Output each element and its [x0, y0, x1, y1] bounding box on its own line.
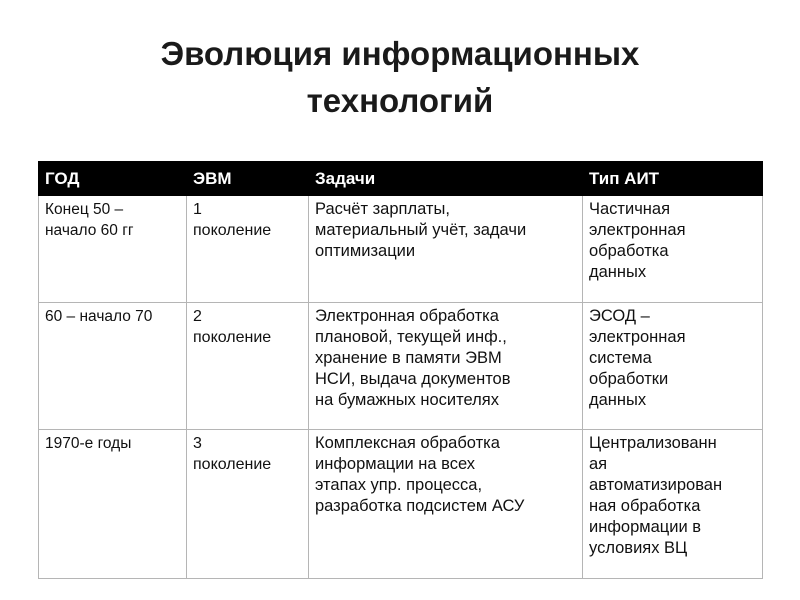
- cell-year: [39, 430, 187, 579]
- cell-tasks: [309, 196, 583, 303]
- cell-year-text: Конец 50 – начало 60 гг: [45, 201, 134, 239]
- page-title-line-1: Эволюция информационных: [160, 35, 640, 72]
- cell-ait-type-text: ЭСОД – электронная система обработки данных: [589, 307, 686, 409]
- cell-ait-type: [583, 430, 763, 579]
- table-row: [39, 303, 763, 430]
- header-tasks: Задачи: [309, 162, 583, 196]
- cell-ait-type-text: Централизованн ая автоматизирован ная обработка информации в условиях ВЦ: [589, 434, 723, 557]
- cell-tasks-text: Расчёт зарплаты, материальный учёт, задачи оптимизации: [315, 200, 527, 260]
- cell-computer: [187, 430, 309, 579]
- page-title: [0, 30, 800, 124]
- cell-ait-type: [583, 196, 763, 303]
- page-title-line-2: технологий: [306, 82, 494, 119]
- cell-computer-text: 2 поколение: [193, 308, 272, 346]
- table-header-row: [39, 162, 763, 196]
- cell-computer-text: 3 поколение: [193, 435, 272, 473]
- cell-ait-type: [583, 303, 763, 430]
- cell-year-text: 60 – начало 70: [45, 308, 153, 325]
- table-body: [39, 196, 763, 579]
- header-year: ГОД: [39, 162, 187, 196]
- table-row: [39, 196, 763, 303]
- cell-tasks-text: Электронная обработка плановой, текущей инф., хранение в памяти ЭВМ НСИ, выдача документов на бумажных носителях: [315, 307, 511, 409]
- cell-computer-text: 1 поколение: [193, 201, 272, 239]
- cell-computer: [187, 303, 309, 430]
- cell-year-text: 1970-е годы: [45, 435, 132, 452]
- table-header: [39, 162, 763, 196]
- header-computer: ЭВМ: [187, 162, 309, 196]
- table-row: [39, 430, 763, 579]
- cell-computer: [187, 196, 309, 303]
- cell-ait-type-text: Частичная электронная обработка данных: [589, 200, 686, 281]
- cell-tasks-text: Комплексная обработка информации на всех этапах упр. процесса, разработка подсистем АСУ: [315, 434, 525, 515]
- header-ait-type: Тип АИТ: [583, 162, 763, 196]
- cell-tasks: [309, 303, 583, 430]
- evolution-table: [38, 161, 763, 579]
- cell-year: [39, 303, 187, 430]
- cell-year: [39, 196, 187, 303]
- cell-tasks: [309, 430, 583, 579]
